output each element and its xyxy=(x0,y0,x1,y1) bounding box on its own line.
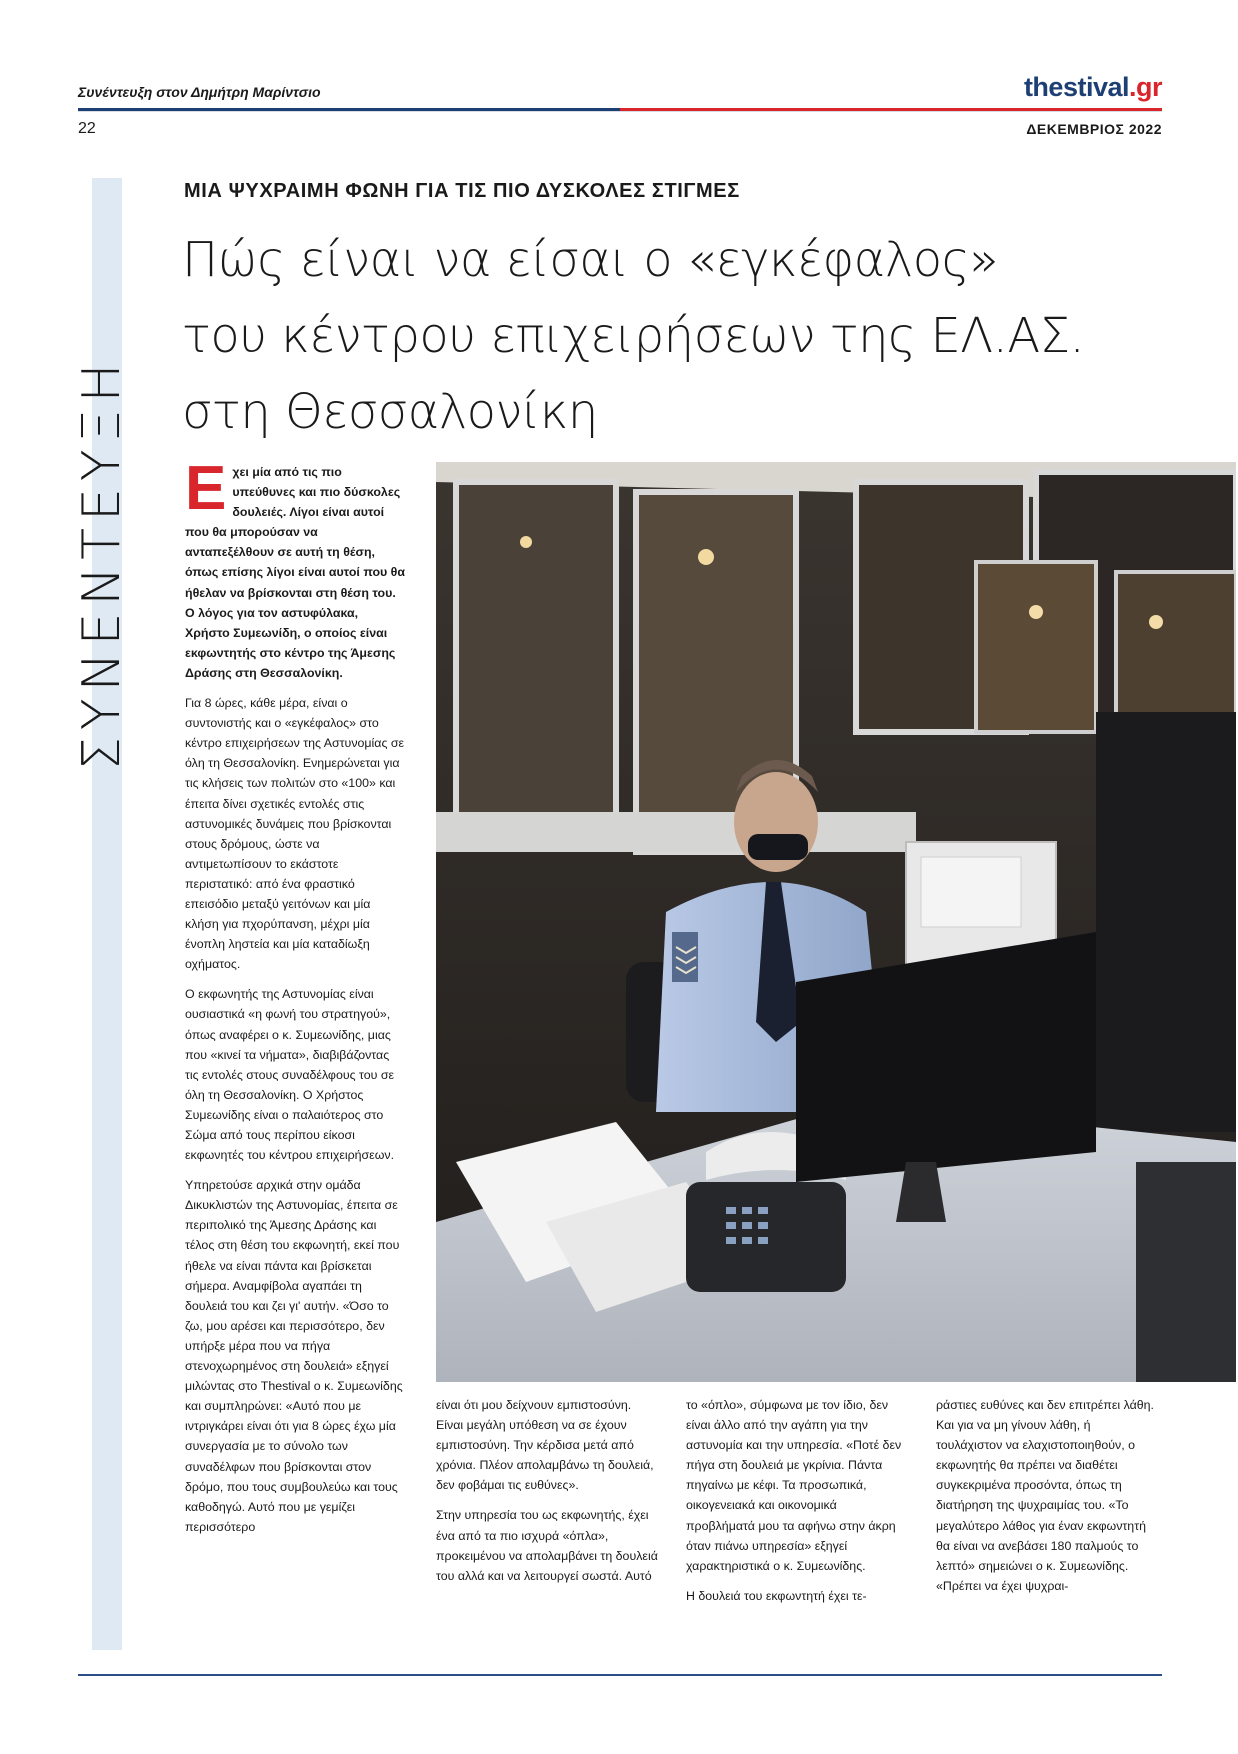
footer-rule xyxy=(78,1674,1162,1676)
paragraph: ράστιες ευθύνες και δεν επιτρέπει λάθη. Και για να μη γίνουν λάθη, ή τουλάχιστον να ελαχιστοποιηθούν, ο εκφωνητής θα πρέπει να διαθέτει συγκεκριμένα προσόντα, όπως τη διατήρηση της ψυχραιμίας του. «Το μεγαλύτερο λάθος για έναν εκφωντητή θα είναι να ανεβάσει 180 παλμούς το λεπτό» σημειώνει ο κ. Συμεωνίδης. «Πρέπει να έχει ψυχραι- xyxy=(936,1398,1154,1593)
drop-cap: Ε xyxy=(185,454,227,523)
paragraph: Στην υπηρεσία του ως εκφωνητής, έχει ένα από τα πιο ισχυρά «όπλα», προκειμένου να απολαμβάνει τη δουλειά του αλλά και να λειτουργεί σωστά. Αυτό xyxy=(436,1508,658,1583)
logo-tld: .gr xyxy=(1128,72,1162,102)
lead-text: χει μία από τις πιο υπεύθυνες και πιο δύσκολες δουλειές. Λίγοι είναι αυτοί που θα μπορούσαν να ανταπεξέλθουν σε αυτή τη θέση, όπως επίσης λίγοι είναι αυτοί που θα ήθελαν να βρίσκονται στη θέση του. Ο λόγος για τον αστυφύλακα, Χρήστο Συμεωνίδη, ο οποίος είναι εκφωντητής στο κέντρο της Άμεσης Δράσης στη Θεσσαλονίκη. xyxy=(185,465,405,680)
article-headline xyxy=(182,222,1142,450)
section-title: Συνέντευξη στον Δημήτρη Μαρίντσιο xyxy=(78,84,321,100)
side-section-label: ΣΥΝΕΝΤΕΥΞΗ xyxy=(72,356,132,770)
headline-line: Πώς είναι να είσαι ο «εγκέφαλος» xyxy=(182,232,999,288)
article-column-2 xyxy=(436,1395,658,1596)
dispatcher-photo-illustration xyxy=(436,462,1236,1382)
article-column-3 xyxy=(686,1395,908,1616)
article-photo xyxy=(436,462,1236,1382)
header-rule-thin xyxy=(78,111,1162,112)
article-kicker: ΜΙΑ ΨΥΧΡΑΙΜΗ ΦΩΝΗ ΓΙΑ ΤΙΣ ΠΙΟ ΔΥΣΚΟΛΕΣ ΣΤΙΓΜΕΣ xyxy=(184,180,740,202)
paragraph: το «όπλο», σύμφωνα με τον ίδιο, δεν είναι άλλο από την αγάπη για την αστυνομία και την υπηρεσία. «Ποτέ δεν πήγα στη δουλειά με γκρίνια. Πάντα πηγαίνω με κέφι. Τα προσωπικά, οικογενειακά και οικονομικά προβλήματά μου τα αφήνω στην άκρη όταν πιάνω υπηρεσία» εξηγεί χαρακτηριστικά ο κ. Συμεωνίδης. xyxy=(686,1398,902,1573)
headline-line: στη Θεσσαλονίκη xyxy=(182,384,598,440)
paragraph: είναι ότι μου δείχνουν εμπιστοσύνη. Είναι μεγάλη υπόθεση να σε έχουν εμπιστοσύνη. Την κέρδισα μετά από χρόνια. Πλέον απολαμβάνω τη δουλειά, δεν φοβάμαι τις ευθύνες». xyxy=(436,1398,654,1493)
page-number: 22 xyxy=(78,120,96,137)
thestival-logo[interactable] xyxy=(1024,72,1162,103)
paragraph: Ο εκφωνητής της Αστυνομίας είναι ουσιαστικά «η φωνή του στρατηγού», όπως αναφέρει ο κ. Συμεωνίδης, μιας που «κινεί τα νήματα», διαβιβάζοντας τις εντολές στους συναδέλφους του σε όλη τη Θεσσαλονίκη. Ο Χρήστος Συμεωνίδης είναι ο παλαιότερος στο Σώμα από τους περίπου είκοσι εκφωνητές του κέντρου επιχειρήσεων. xyxy=(185,987,395,1163)
headline-line: του κέντρου επιχειρήσεων της ΕΛ.ΑΣ. xyxy=(182,308,1085,364)
article-column-4 xyxy=(936,1395,1158,1606)
issue-date: ΔΕΚΕΜΒΡΙΟΣ 2022 xyxy=(1026,121,1162,137)
paragraph: Υπηρετούσε αρχικά στην ομάδα Δικυκλιστών της Αστυνομίας, έπειτα σε περιπολικό της Άμεσης Δράσης και τέλος στη θέση του εκφωνητή, εκεί που ήθελε να είναι πάντα και βρίσκεται σήμερα. Αναμφίβολα αγαπάει τη δουλειά του και ζει γι' αυτήν. «Όσο το ζω, μου αρέσει και περισσότερο, δεν υπήρξε μέρα που να πήγα στενοχωρημένος στη δουλειά» εξηγεί μιλώντας στο Thestival ο κ. Συμεωνίδης και συμπληρώνει: «Αυτό που με ιντριγκάρει είναι ότι για 8 ώρες έχω μία συνεργασία με το σύνολο των συναδέλφων που βρίσκονται στον δρόμο, που τους συμβουλεύω και τους καθοδηγώ. Αυτό που με γεμίζει περισσότερο xyxy=(185,1178,403,1534)
article-lead xyxy=(185,454,405,683)
logo-main: thestival xyxy=(1023,72,1129,102)
paragraph: Η δουλειά του εκφωντητή έχει τε- xyxy=(686,1588,867,1603)
article-column-1 xyxy=(185,454,405,1547)
paragraph: Για 8 ώρες, κάθε μέρα, είναι ο συντονιστής και ο «εγκέφαλος» στο κέντρο επιχειρήσεων της Αστυνομίας σε όλη τη Θεσσαλονίκη. Ενημερώνεται για τις κλήσεις των πολιτών στο «100» και έπειτα δίνει σχετικές εντολές στις αστυνομικές δυνάμεις που βρίσκονται στους δρόμους, ώστε να αντιμετωπίσουν το εκάστοτε περιστατικό: από ένα φραστικό επεισόδιο μεταξύ γειτόνων και μία κλήση για πχορύπανση, μέχρι μία ένοπλη ληστεία και μία καταδίωξη οχήματος. xyxy=(185,696,405,972)
